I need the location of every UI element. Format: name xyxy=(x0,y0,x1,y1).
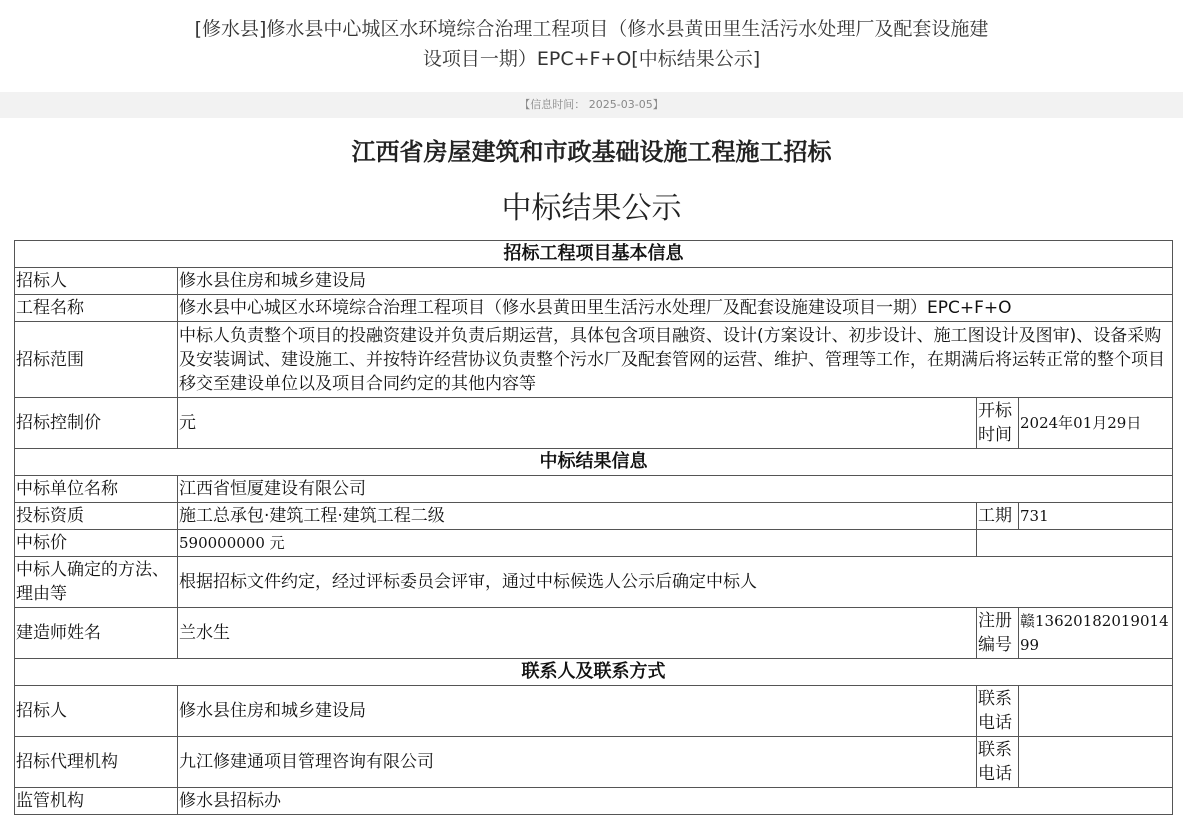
scope-value: 中标人负责整个项目的投融资建设并负责后期运营，具体包含项目融资、设计(方案设计、初步设计、施工图设计及图审)、设备采购及安装调试、建设施工、并按特许经营协议负责整个污水厂及配套管网的运营、维护、管理等工作，在期满后将运转正常的整个项目移交至建设单位以及项目合同约定的其他内容等 xyxy=(178,322,1173,398)
open-time-label: 开标时间 xyxy=(977,398,1019,449)
supervisor-value: 修水县招标办 xyxy=(178,788,1173,815)
result-table xyxy=(14,240,1173,815)
agency-phone-label: 联系电话 xyxy=(977,737,1019,788)
builder-label: 建造师姓名 xyxy=(15,608,178,659)
method-value: 根据招标文件约定，经过评标委员会评审，通过中标候选人公示后确定中标人 xyxy=(178,557,1173,608)
agency-phone-value xyxy=(1019,737,1173,788)
table-row xyxy=(15,268,1173,295)
section-result-title: 中标结果信息 xyxy=(15,449,1173,476)
reg-no-value: 赣1362018201901499 xyxy=(1019,608,1173,659)
section-contact-title: 联系人及联系方式 xyxy=(15,659,1173,686)
section-row xyxy=(15,659,1173,686)
section-basic-title: 招标工程项目基本信息 xyxy=(15,241,1173,268)
table-row xyxy=(15,788,1173,815)
scope-label: 招标范围 xyxy=(15,322,178,398)
table-row xyxy=(15,476,1173,503)
control-price-value: 元 xyxy=(178,398,977,449)
table-row xyxy=(15,686,1173,737)
contact-tenderer-value: 修水县住房和城乡建设局 xyxy=(178,686,977,737)
table-row xyxy=(15,322,1173,398)
page-title-line-1: [修水县]修水县中心城区水环境综合治理工程项目（修水县黄田里生活污水处理厂及配套设施建 xyxy=(194,18,989,40)
agency-label: 招标代理机构 xyxy=(15,737,178,788)
page-title xyxy=(0,0,1183,76)
table-row xyxy=(15,398,1173,449)
open-time-value: 2024年01月29日 xyxy=(1019,398,1173,449)
duration-value: 731 xyxy=(1019,503,1173,530)
table-row xyxy=(15,608,1173,659)
builder-value: 兰水生 xyxy=(178,608,977,659)
contact-phone-value xyxy=(1019,686,1173,737)
table-row xyxy=(15,530,1173,557)
qualification-label: 投标资质 xyxy=(15,503,178,530)
duration-label: 工期 xyxy=(977,503,1019,530)
supervisor-label: 监管机构 xyxy=(15,788,178,815)
main-heading: 江西省房屋建筑和市政基础设施工程施工招标 xyxy=(351,137,832,166)
project-name-label: 工程名称 xyxy=(15,295,178,322)
reg-no-label: 注册编号 xyxy=(977,608,1019,659)
price-label: 中标价 xyxy=(15,530,178,557)
sub-heading: 中标结果公示 xyxy=(501,191,682,226)
tenderer-label: 招标人 xyxy=(15,268,178,295)
section-row xyxy=(15,449,1173,476)
method-label: 中标人确定的方法、理由等 xyxy=(15,557,178,608)
tenderer-value: 修水县住房和城乡建设局 xyxy=(178,268,1173,295)
qualification-value: 施工总承包·建筑工程·建筑工程二级 xyxy=(178,503,977,530)
agency-value: 九江修建通项目管理咨询有限公司 xyxy=(178,737,977,788)
table-row xyxy=(15,503,1173,530)
section-row xyxy=(15,241,1173,268)
info-time-bar xyxy=(0,92,1183,118)
price-empty-cell xyxy=(977,530,1173,557)
price-value: 590000000 元 xyxy=(178,530,977,557)
contact-tenderer-label: 招标人 xyxy=(15,686,178,737)
contact-phone-label: 联系电话 xyxy=(977,686,1019,737)
winner-label: 中标单位名称 xyxy=(15,476,178,503)
project-name-value: 修水县中心城区水环境综合治理工程项目（修水县黄田里生活污水处理厂及配套设施建设项目一期）EPC+F+O xyxy=(178,295,1173,322)
info-time: 【信息时间： 2025-03-05】 xyxy=(519,98,664,111)
page-title-line-2: 设项目一期）EPC+F+O[中标结果公示] xyxy=(422,48,761,70)
table-row xyxy=(15,557,1173,608)
control-price-label: 招标控制价 xyxy=(15,398,178,449)
table-row xyxy=(15,295,1173,322)
winner-value: 江西省恒厦建设有限公司 xyxy=(178,476,1173,503)
table-row xyxy=(15,737,1173,788)
